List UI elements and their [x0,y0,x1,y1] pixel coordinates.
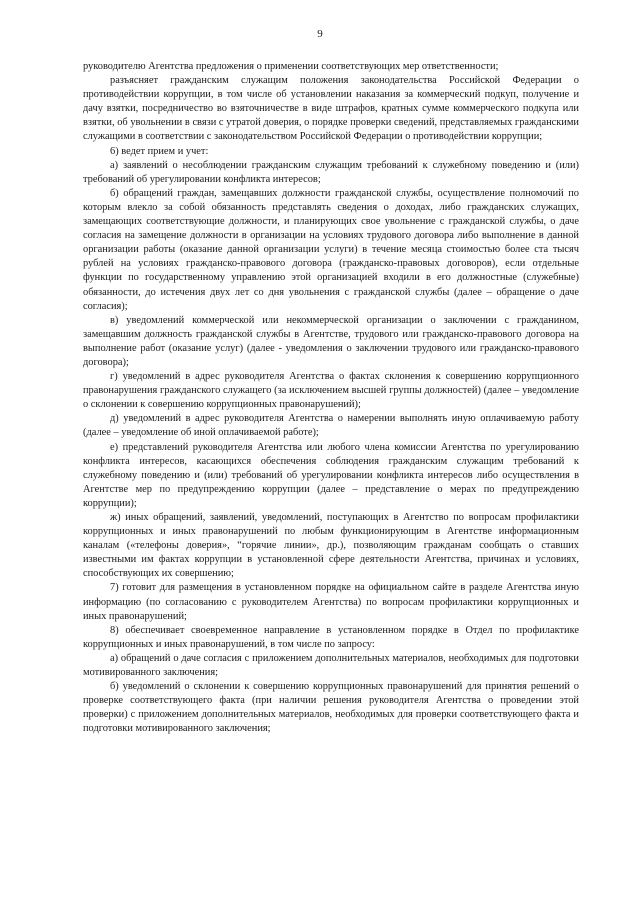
paragraph: руководителю Агентства предложения о применении соответствующих мер ответственности; [83,61,499,72]
paragraph: 7) готовит для размещения в установленном порядке на официальном сайте в разделе Агентства иную информацию (по согласованию с руководителем Агентства) по вопросам профилактики коррупционных и иных правонарушений; [83,582,579,622]
paragraph: а) заявлений о несоблюдении гражданским служащим требований к служебному поведению и (или) требований об урегулировании конфликта интересов; [83,159,579,185]
paragraph: е) представлений руководителя Агентства или любого члена комиссии Агентства по урегулированию конфликта интересов, касающихся обеспечения соблюдения гражданским служащим требований к служебному поведению и (или) требований об урегулировании конфликта интересов либо осуществления в Агентстве мер по предупреждению коррупции (далее – представление о мерах по предупреждению коррупции); [83,441,579,509]
paragraph: ж) иных обращений, заявлений, уведомлений, поступающих в Агентство по вопросам профилактики коррупционных и иных правонарушений по любым функционирующим в Агентстве информационным каналам («телефоны доверия», “горячие линии», др.), позволяющим гражданам сообщать о ставших известными им фактах коррупции в установленной сфере деятельности Агентства, причинах и условиях, способствующих их совершению; [83,512,579,580]
paragraph: 8) обеспечивает своевременное направление в установленном порядке в Отдел по профилактике коррупционных и иных правонарушений, в том числе по запросу: [83,624,579,650]
paragraph: разъясняет гражданским служащим положения законодательства Российской Федерации о противодействии коррупции, в том числе об установлении наказания за коммерческий подкуп, получение и дачу взятки, посредничество во взяточничестве в виде штрафов, кратных сумме коммерческого подкупа или взятки, об увольнении в связи с утратой доверия, о порядке проверки сведений, представляемых гражданскими служащими в соответствии с законодательством Российской Федерации о противодействии коррупции; [83,75,579,143]
paragraph: 6) ведет прием и учет: [110,145,209,157]
paragraph: а) обращений о даче согласия с приложением дополнительных материалов, необходимых для подготовки мотивированного заключения; [83,652,579,679]
page-number: 9 [317,28,323,40]
paragraph: в) уведомлений коммерческой или некоммерческой организации о заключении с гражданином, замещавшим должность гражданской службы в Агентстве, трудового или гражданско-правового договора на выполнение работ (оказание услуг) (далее - уведомления о заключении трудового или гражданско-правового договора); [83,314,579,368]
paragraph: г) уведомлений в адрес руководителя Агентства о фактах склонения к совершению коррупционного правонарушения гражданского служащего (за исключением высшей группы должностей) (далее – уведомление о склонении к совершению коррупционных правонарушений); [83,371,579,411]
document-body [83,60,579,737]
paragraph: д) уведомлений в адрес руководителя Агентства о намерении выполнять иную оплачиваемую работу (далее – уведомление об иной оплачиваемой работе); [83,413,579,439]
paragraph: б) обращений граждан, замещавших должности гражданской службы, осуществление полномочий по которым влекло за собой обязанность представлять сведения о доходах, либо гражданских служащих, замещающих соответствующие должности, и планирующих свое увольнение с гражданской службы, о даче согласия на замещение должности в организации на условиях трудового договора либо выполнение в данной организации работы (оказание данной организации услуги) в течение месяца стоимостью более ста тысяч рублей на условиях гражданско-правового договора (гражданско-правовых договоров), если отдельные функции по государственному управлению этой организацией входили в его должностные (служебные) обязанности, до истечения двух лет со дня увольнения с гражданской службы (далее – обращение о даче согласия); [83,187,579,312]
paragraph: б) уведомлений о склонении к совершению коррупционных правонарушений для принятия решений о проверке соответствующего факта (при наличии решения руководителя Агентства о проведении этой проверки) с приложением дополнительных материалов, необходимых для проверки соответствующего факта и подготовки мотивированного заключения; [83,681,579,735]
